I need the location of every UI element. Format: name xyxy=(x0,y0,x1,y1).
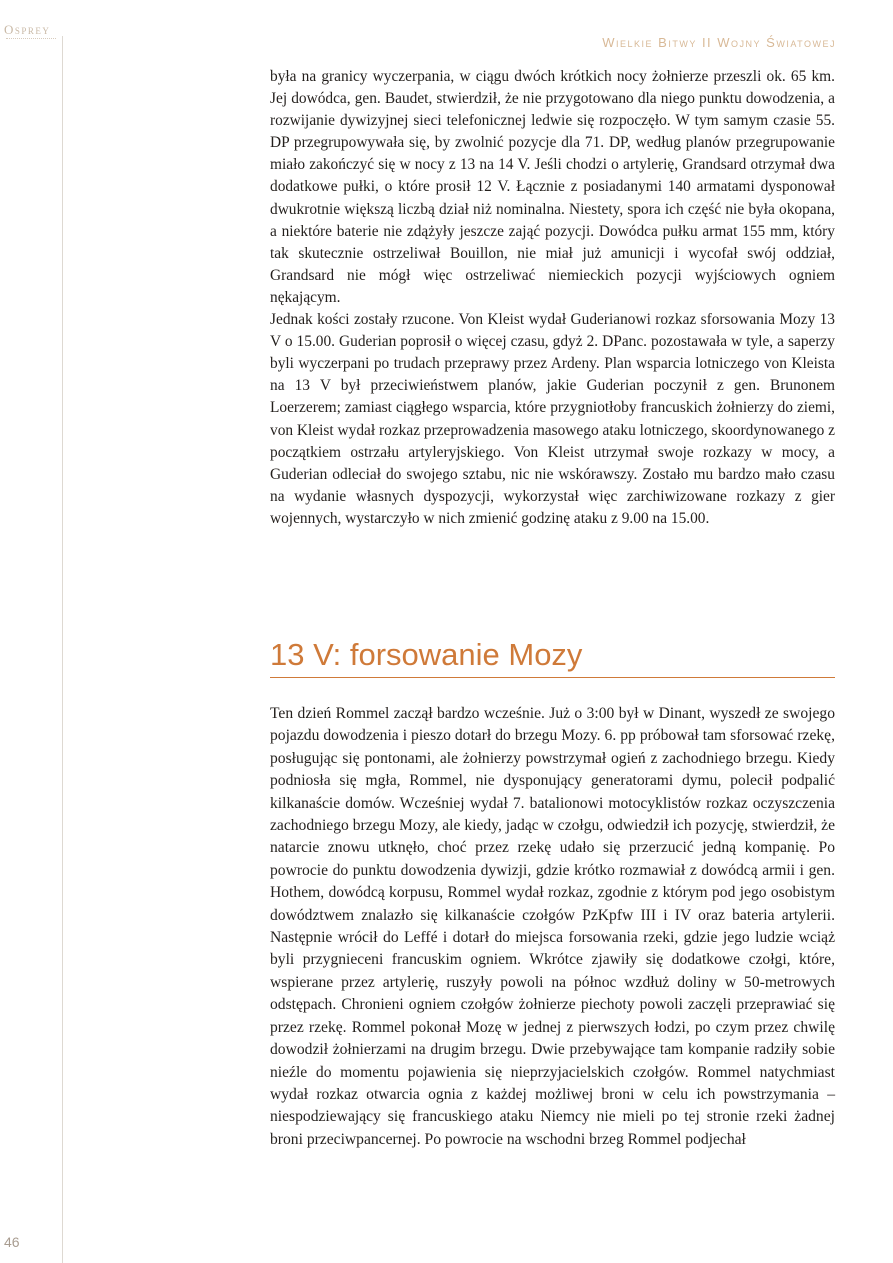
publisher-logo-underline xyxy=(6,38,56,40)
paragraph: Ten dzień Rommel zaczął bardzo wcześnie. Już o 3:00 był w Dinant, wyszedł ze swojego pojazdu dowodzenia i pieszo dotarł do brzegu Mozy. 6. pp próbował tam sforsować rzekę, posługując się pontonami, ale żołnierzy powstrzymał ogień z zachodniego brzegu. Kiedy podniosła się mgła, Rommel, nie dysponujący generatorami dymu, polecił podpalić kilkanaście domów. Wcześniej wydał 7. batalionowi motocyklistów rozkaz oczyszczenia zachodniego brzegu Mozy, ale kiedy, jadąc w czołgu, odwiedził ich pozycję, stwierdził, że natarcie znowu utknęło, choć przez rzekę udało się przerzucić jedną kompanię. Po powrocie do punktu dowodzenia dywizji, gdzie krótko rozmawiał z dowódcą armii i gen. Hothem, dowódcą korpusu, Rommel wydał rozkaz, zgodnie z którym pod jego osobistym dowództwem znalazło się kilkanaście czołgów PzKpfw III i IV oraz bateria artylerii. Następnie wrócił do Leffé i dotarł do miejsca forsowania rzeki, gdzie jego ludzie wciąż byli przygnieceni francuskim ogniem. Wkrótce zjawiły się dodatkowe czołgi, które, wspierane przez artylerię, ruszyły powoli na północ wzdłuż doliny w 50-metrowych odstępach. Chronieni ogniem czołgów żołnierze piechoty powoli zaczęli przeprawiać się przez rzekę. Rommel pokonał Mozę w jednej z pierwszych łodzi, po czym przez chwilę dowodził żołnierzami na drugim brzegu. Dwie przebywające tam kompanie radziły sobie nieźle do momentu pojawienia się nieprzyjacielskich czołgów. Rommel natychmiast wydał rozkaz otwarcia ognia z każdej możliwej broni w celu ich powstrzymania – niespodziewający się francuskiego ataku Niemcy nie mieli po tej stronie rzeki żadnej broni przeciwpancernej. Po powrocie na wschodni brzeg Rommel podjechał xyxy=(270,705,835,1148)
page-number: 46 xyxy=(4,1234,20,1250)
paragraph: była na granicy wyczerpania, w ciągu dwóch krótkich nocy żołnierze przeszli ok. 65 km. Jej dowódca, gen. Baudet, stwierdził, że nie przygotowano dla niego punktu dowodzenia, a rozwijanie dywizyjnej sieci telefonicznej ledwie się rozpoczęło. W tym samym czasie 55. DP przegrupowywała się, by zwolnić pozycje dla 71. DP, według planów przegrupowanie miało zakończyć się w nocy z 13 na 14 V. Jeśli chodzi o artylerię, Grandsard otrzymał dwa dodatkowe pułki, o które prosił 12 V. Łącznie z posiadanymi 140 armatami dysponował dwukrotnie większą liczbą dział niż nominalna. Niestety, spora ich część nie była okopana, a niektóre baterie nie zdążyły jeszcze zająć pozycji. Dowódca pułku armat 155 mm, który tak skutecznie ostrzeliwał Bouillon, nie miał już amunicji i wycofał swój oddział, Grandsard nie mógł więc ostrzeliwać niemieckich pozycji wyjściowych ogniem nękającym. xyxy=(270,68,835,306)
gutter-rule xyxy=(62,36,63,1263)
paragraph: Jednak kości zostały rzucone. Von Kleist wydał Guderianowi rozkaz sforsowania Mozy 13 V o 15.00. Guderian poprosił o więcej czasu, gdyż 2. DPanc. pozostawała w tyle, a saperzy byli wyczerpani po trudach przeprawy przez Ardeny. Plan wsparcia lotniczego von Kleista na 13 V był przeciwieństwem planów, jakie Guderian poczynił z gen. Brunonem Loerzerem; zamiast ciągłego wsparcia, które przygniotłoby francuskich żołnierzy do ziemi, von Kleist wydał rozkaz przeprowadzenia masowego ataku lotniczego, skoordynowanego z początkiem ostrzału artyleryjskiego. Von Kleist utrzymał swoje rozkazy w mocy, a Guderian odleciał do swojego sztabu, nic nie wskórawszy. Zostało mu bardzo mało czasu na wydanie własnych dyspozycji, wykorzystał więc zarchiwizowane rozkazy z gier wojennych, wystarczyło w nich zmienić godzinę ataku z 9.00 na 15.00. xyxy=(270,311,835,527)
publisher-logo: Osprey xyxy=(4,22,51,37)
body-text-before-heading xyxy=(270,66,835,530)
body-text-after-heading xyxy=(270,703,835,1151)
running-head: Wielkie Bitwy II Wojny Światowej xyxy=(602,35,836,50)
section-heading: 13 V: forsowanie Mozy xyxy=(270,635,835,678)
